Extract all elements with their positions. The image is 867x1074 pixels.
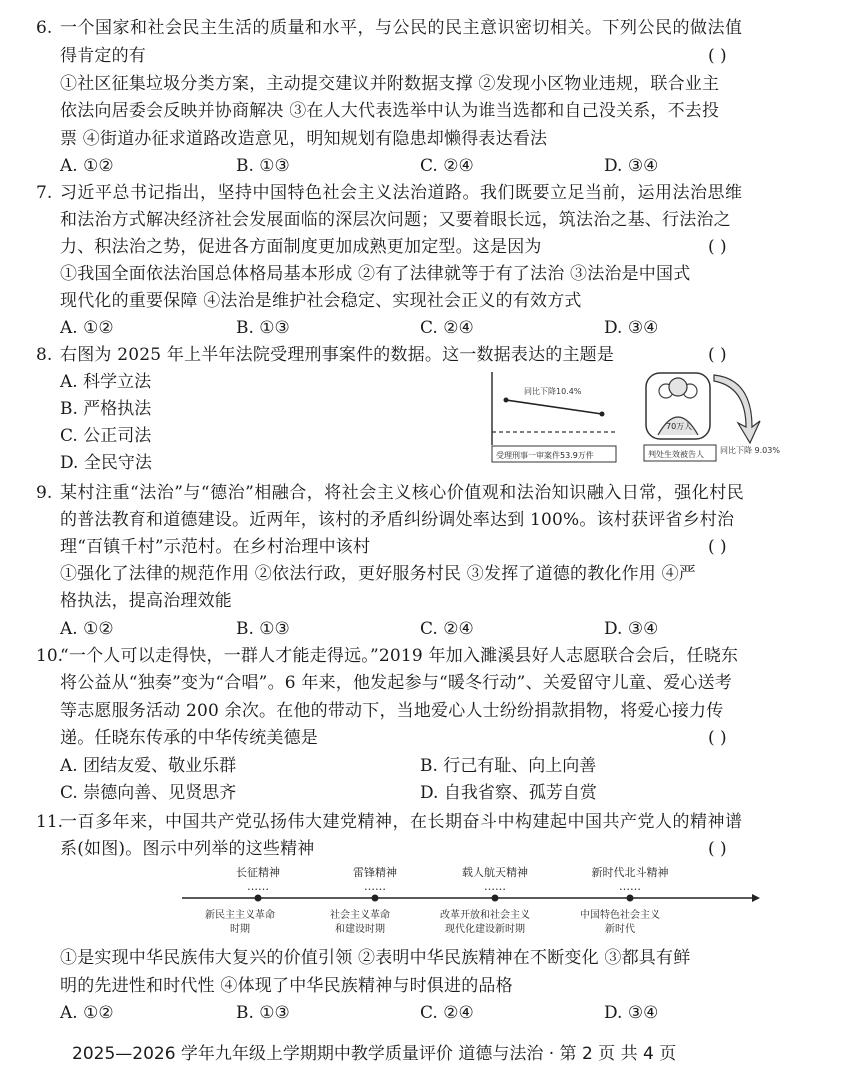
- option-c: C. 公正司法: [60, 426, 152, 446]
- option-c: C. ②④: [420, 156, 474, 176]
- question-stem: 习近平总书记指出，坚持中国特色社会主义法治道路。我们既要立足当前，运用法治思维: [60, 183, 743, 203]
- question-stem: 将公益从“独奏”变为“合唱”。6 年来，他发起参与“暖冬行动”、关爱留守儿童、爱心送考: [60, 673, 732, 693]
- option-d: D. ③④: [604, 1003, 659, 1023]
- period-label: 新民主主义革命: [205, 910, 275, 921]
- statement-line: ①强化了法律的规范作用 ②依法行政，更好服务村民 ③发挥了道德的教化作用 ④严: [60, 564, 697, 584]
- statement-line: 格执法，提高治理效能: [60, 591, 232, 611]
- option-d: D. 自我省察、孤芳自赏: [420, 783, 597, 803]
- question-number: 9.: [36, 483, 53, 503]
- statement-line: 依法向居委会反映并协商解决 ③在人大代表选举中认为谁当选都和自己没关系，不去投: [60, 101, 720, 121]
- option-a: A. ①②: [60, 318, 114, 338]
- question-stem: 递。任晓东传承的中华传统美德是: [60, 728, 318, 748]
- period-label: 时期: [230, 924, 250, 935]
- answer-parentheses: ( ): [708, 46, 727, 66]
- question-stem: “一个人可以走得快，一群人才能走得远。”2019 年加入濉溪县好人志愿联合会后，任晓东: [60, 646, 739, 666]
- option-c: C. 崇德向善、见贤思齐: [60, 783, 237, 803]
- answer-parentheses: ( ): [708, 345, 727, 365]
- decline-rate-label: 同比下降 9.03%: [720, 446, 780, 455]
- option-d: D. ③④: [604, 318, 659, 338]
- page-footer: 2025—2026 学年九年级上学期期中教学质量评价 道德与法治 · 第 2 页 共 4 页: [72, 1044, 677, 1064]
- option-a: A. ①②: [60, 156, 114, 176]
- criminal-cases-figure: [490, 370, 620, 465]
- timeline-arrow-icon: [752, 894, 760, 902]
- question-stem: 某村注重“法治”与“德治”相融合，将社会主义核心价值观和法治知识融入日常，强化村民: [60, 483, 745, 503]
- decline-end-point: [600, 412, 605, 417]
- question-number: 7.: [36, 183, 53, 203]
- down-arrow-icon: [714, 375, 760, 443]
- question-stem: 理“百镇千村”示范村。在乡村治理中该村: [60, 537, 371, 557]
- question-stem: 一个国家和社会民主生活的质量和水平，与公民的民主意识密切相关。下列公民的做法值: [60, 18, 743, 38]
- statement-line: 现代化的重要保障 ④法治是维护社会稳定、实现社会正义的有效方式: [60, 291, 582, 311]
- answer-parentheses: ( ): [708, 537, 727, 557]
- spirit-timeline: [180, 862, 760, 942]
- timeline-node: [255, 895, 262, 902]
- option-b: B. ①③: [236, 1003, 290, 1023]
- statement-line: 票 ④街道办征求道路改造意见，明知规划有隐患却懒得表达看法: [60, 129, 548, 149]
- question-stem: 等志愿服务活动 200 余次。在他的带动下，当地爱心人士纷纷捐款捐物，将爱心接力传: [60, 701, 724, 721]
- option-b: B. ①③: [236, 318, 290, 338]
- decline-start-point: [504, 398, 509, 403]
- question-stem: 和法治方式解决经济社会发展面临的深层次问题；又要着眼长远，筑法治之基、行法治之: [60, 210, 731, 230]
- timeline-node: [492, 895, 499, 902]
- option-a: A. ①②: [60, 619, 114, 639]
- spirit-label: 新时代北斗精神: [591, 866, 669, 879]
- question-number: 8.: [36, 345, 53, 365]
- spirit-label: 雷锋精神: [353, 866, 397, 879]
- question-number: 6.: [36, 18, 53, 38]
- option-a: A. 科学立法: [60, 372, 152, 392]
- period-label: 中国特色社会主义: [580, 910, 660, 921]
- period-label: 改革开放和社会主义: [440, 910, 530, 921]
- ellipsis-mark: ……: [619, 880, 641, 893]
- timeline-node: [627, 895, 634, 902]
- option-b: B. 严格执法: [60, 399, 152, 419]
- statement-line: 明的先进性和时代性 ④体现了中华民族精神与时俱进的品格: [60, 976, 513, 996]
- option-a: A. 团结友爱、敬业乐群: [60, 756, 237, 776]
- statement-line: ①是实现中华民族伟大复兴的价值引领 ②表明中华民族精神在不断变化 ③都具有鲜: [60, 948, 691, 968]
- period-label: 新时代: [605, 924, 635, 935]
- statement-line: ①社区征集垃圾分类方案，主动提交建议并附数据支撑 ②发现小区物业违规，联合业主: [60, 74, 720, 94]
- option-c: C. ②④: [420, 318, 474, 338]
- question-stem: 右图为 2025 年上半年法院受理刑事案件的数据。这一数据表达的主题是: [60, 345, 615, 365]
- option-b: B. 行己有耻、向上向善: [420, 756, 597, 776]
- question-stem: 得肯定的有: [60, 46, 146, 66]
- timeline-node: [372, 895, 379, 902]
- defendants-caption: 判处生效被告人: [648, 450, 704, 459]
- spirit-label: 长征精神: [236, 866, 280, 879]
- decline-label: 同比下降10.4%: [524, 387, 582, 396]
- ellipsis-mark: ……: [364, 880, 386, 893]
- cases-caption: 受理刑事一审案件53.9万件: [496, 451, 594, 460]
- question-stem: 系(如图)。图示中列举的这些精神: [60, 839, 315, 859]
- question-number: 10.: [36, 646, 64, 666]
- answer-parentheses: ( ): [708, 728, 727, 748]
- option-d: D. 全民守法: [60, 453, 152, 473]
- people-count-label: 70万人: [666, 422, 693, 431]
- ellipsis-mark: ……: [484, 880, 506, 893]
- option-b: B. ①③: [236, 156, 290, 176]
- question-stem: 一百多年来，中国共产党弘扬伟大建党精神，在长期奋斗中构建起中国共产党人的精神谱: [60, 812, 743, 832]
- option-c: C. ②④: [420, 1003, 474, 1023]
- period-label: 现代化建设新时期: [445, 924, 525, 935]
- option-c: C. ②④: [420, 619, 474, 639]
- person-icon: [669, 378, 687, 396]
- period-label: 社会主义革命: [330, 910, 390, 921]
- question-stem: 力、积法治之势，促进各方面制度更加成熟更加定型。这是因为: [60, 237, 542, 257]
- question-number: 11.: [36, 812, 64, 832]
- option-b: B. ①③: [236, 619, 290, 639]
- answer-parentheses: ( ): [708, 237, 727, 257]
- option-d: D. ③④: [604, 156, 659, 176]
- ellipsis-mark: ……: [247, 880, 269, 893]
- spirit-label: 载人航天精神: [462, 866, 528, 879]
- statement-line: ①我国全面依法治国总体格局基本形成 ②有了法律就等于有了法治 ③法治是中国式: [60, 264, 691, 284]
- question-stem: 的普法教育和道德建设。近两年，该村的矛盾纠纷调处率达到 100%。该村获评省乡村治: [60, 510, 735, 530]
- defendants-figure: [640, 365, 780, 465]
- period-label: 和建设时期: [335, 924, 385, 935]
- option-a: A. ①②: [60, 1003, 114, 1023]
- decline-line: [506, 400, 602, 414]
- option-d: D. ③④: [604, 619, 659, 639]
- answer-parentheses: ( ): [708, 839, 727, 859]
